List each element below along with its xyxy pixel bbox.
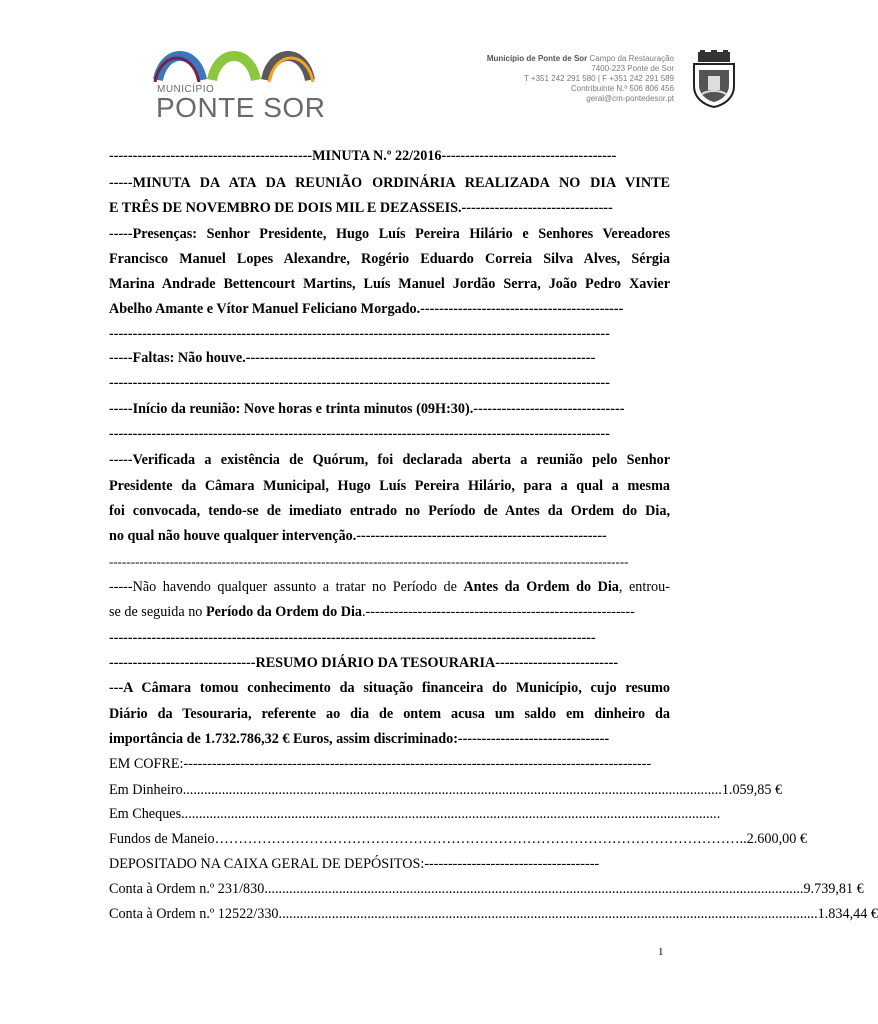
agenda-text: -----Não havendo qualquer assunto a tratar no Período de xyxy=(109,579,464,595)
separator-line: ---------------------------------------------------------------------------------------------------------- xyxy=(109,326,610,342)
agenda-line-2 xyxy=(109,603,670,621)
attendance-line-4: Abelho Amante e Vítor Manuel Feliciano Morgado.------------------------------------------- xyxy=(109,301,624,317)
cash-amount: 1.059,85 € xyxy=(721,782,783,798)
contact-email: geral@cm-pontedesor.pt xyxy=(586,94,674,103)
account-amount: 9.739,81 € xyxy=(803,881,864,897)
dot-leader: ........................................................................................................................................................ xyxy=(181,806,721,822)
quorum-line-4: no qual não houve qualquer intervenção.----------------------------------------------------- xyxy=(109,528,607,544)
agenda-line-1 xyxy=(109,578,670,596)
contact-postcode: 7400-223 Ponte de Sor xyxy=(591,64,674,73)
treasury-line-2: Diário da Tesouraria, referente ao dia de ontem acusa um saldo em dinheiro da xyxy=(109,706,670,722)
cash-row xyxy=(109,781,783,799)
dot-leader: ........................................................................................................................................................ xyxy=(182,782,722,798)
account-row-231 xyxy=(109,880,864,898)
dot-leader: ........................................................................................................................................................ xyxy=(278,906,818,922)
account-row-12522 xyxy=(109,905,878,923)
attendance-line-1: -----Presenças: Senhor Presidente, Hugo Luís Pereira Hilário e Senhores Vereadores xyxy=(109,226,670,242)
separator-line: ------------------------------------------------------------------------------------------------------------------------ xyxy=(109,554,629,569)
separator-line: ---------------------------------------------------------------------------------------------------------- xyxy=(109,426,610,442)
minute-title-line-1: -----MINUTA DA ATA DA REUNIÃO ORDINÁRIA REALIZADA NO DIA VINTE xyxy=(109,175,670,191)
dot-leader: ………………………………………………………………………………………………… xyxy=(214,831,740,847)
page-number: 1 xyxy=(658,946,664,958)
quorum-line-3: foi convocada, tendo-se de imediato entrado no Período de Antes da Ordem do Dia, xyxy=(109,503,670,519)
agenda-text: .--------------------------------------------------------- xyxy=(362,604,635,620)
contact-taxid: Contribuinte N.º 506 806 456 xyxy=(571,84,674,93)
attendance-line-2: Francisco Manuel Lopes Alexandre, Rogério Eduardo Correia Silva Alves, Sérgia xyxy=(109,251,670,267)
separator-line: ---------------------------------------------------------------------------------------------------------- xyxy=(109,375,610,391)
agenda-text: , entrou- xyxy=(618,579,670,595)
petty-cash-row xyxy=(109,830,807,848)
treasury-line-1: ---A Câmara tomou conhecimento da situação financeira do Município, cujo resumo xyxy=(109,680,670,696)
contact-block xyxy=(487,54,674,104)
quorum-line-1: -----Verificada a existência de Quórum, foi declarada aberta a reunião pelo Senhor xyxy=(109,452,670,468)
quorum-line-2: Presidente da Câmara Municipal, Hugo Luís Pereira Hilário, para a qual a mesma xyxy=(109,478,670,494)
dot-leader: ........................................................................................................................................................ xyxy=(264,881,804,897)
agenda-emphasis: Antes da Ordem do Dia xyxy=(463,579,619,595)
cash-label: Em Dinheiro xyxy=(109,782,183,798)
minute-title-line-2: E TRÊS DE NOVEMBRO DE DOIS MIL E DEZASSEIS.-------------------------------- xyxy=(109,200,613,216)
treasury-heading: -------------------------------RESUMO DIÁRIO DA TESOURARIA-------------------------- xyxy=(109,655,619,671)
agenda-emphasis: Período da Ordem do Dia xyxy=(205,604,362,620)
coat-of-arms-icon xyxy=(690,50,738,108)
cheques-label: Em Cheques xyxy=(109,806,182,822)
minute-number-line: -------------------------------------------MINUTA N.º 22/2016------------------------------------- xyxy=(109,148,617,164)
attendance-line-3: Marina Andrade Bettencourt Martins, Luís Manuel Jordão Serra, João Pedro Xavier xyxy=(109,276,670,292)
contact-org-name: Município de Ponte de Sor xyxy=(486,54,588,63)
account-label: Conta à Ordem n.º 231/830 xyxy=(109,881,265,897)
deposits-heading: DEPOSITADO NA CAIXA GERAL DE DEPÓSITOS:------------------------------------- xyxy=(109,856,600,872)
logo-title: PONTE SOR xyxy=(156,92,326,123)
absences-line: -----Faltas: Não houve.-------------------------------------------------------------------------- xyxy=(109,350,596,366)
petty-cash-label: Fundos de Maneio xyxy=(109,831,215,847)
meeting-start-line: -----Início da reunião: Nove horas e trinta minutos (09H:30).-------------------------------- xyxy=(109,401,625,417)
logo-subtitle: MUNICÍPIO xyxy=(157,84,215,95)
treasury-line-3: importância de 1.732.786,32 € Euros, assim discriminado:-------------------------------- xyxy=(109,731,610,747)
cheques-row xyxy=(109,805,721,823)
in-safe-line: EM COFRE:--------------------------------------------------------------------------------------------------- xyxy=(109,756,652,772)
contact-address: Campo da Restauração xyxy=(587,54,674,63)
contact-phone-fax: T +351 242 291 580 | F +351 242 291 589 xyxy=(523,74,674,83)
account-amount: 1.834,44 € xyxy=(817,906,878,922)
separator-line: ------------------------------------------------------------------------------------------------------- xyxy=(109,630,596,646)
petty-cash-amount: ..2.600,00 € xyxy=(739,831,807,847)
account-label: Conta à Ordem n.º 12522/330 xyxy=(109,906,279,922)
agenda-text: se de seguida no xyxy=(109,604,206,620)
